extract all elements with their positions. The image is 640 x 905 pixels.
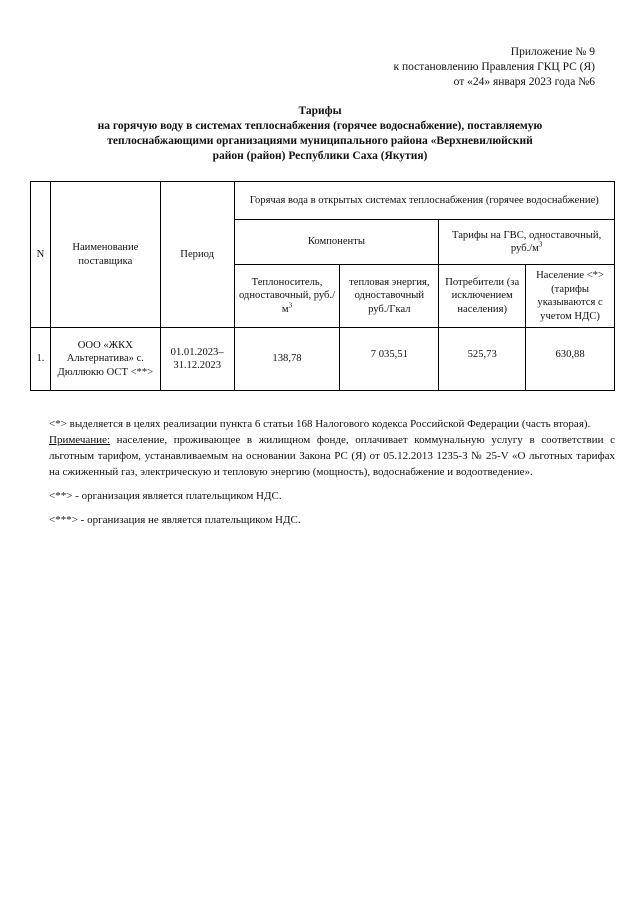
row-number: 1. bbox=[31, 328, 51, 391]
title-heading: Тарифы bbox=[298, 105, 342, 117]
header-period: Период bbox=[160, 182, 234, 328]
unit-superscript: 3 bbox=[288, 301, 293, 310]
footnote-remark bbox=[49, 432, 615, 480]
header-gvs-label: Тарифы на ГВС, одноставочный, руб./м bbox=[452, 229, 602, 254]
appendix-number: Приложение № 9 bbox=[510, 46, 595, 58]
row-consumers-tariff: 525,73 bbox=[439, 328, 526, 391]
approval-reference bbox=[394, 45, 596, 90]
document-title bbox=[40, 104, 600, 164]
tariff-table bbox=[30, 181, 615, 391]
header-coolant-label: Теплоноситель, одноставочный, руб./м bbox=[238, 276, 336, 315]
title-line-3: теплоснабжающими организациями муниципального района «Верхневилюйский bbox=[107, 135, 533, 147]
resolution-reference: к постановлению Правления ГКЦ РС (Я) bbox=[393, 61, 595, 73]
title-line-2: на горячую воду в системах теплоснабжения (горячее водоснабжение), поставляемую bbox=[97, 120, 543, 132]
row-period: 01.01.2023– 31.12.2023 bbox=[160, 328, 234, 391]
header-gvs-tariffs bbox=[439, 220, 615, 265]
row-energy-tariff: 7 035,51 bbox=[340, 328, 439, 391]
unit-superscript: 3 bbox=[538, 240, 543, 249]
row-population-tariff: 630,88 bbox=[526, 328, 615, 391]
row-supplier: ООО «ЖКХ Альтернатива» с. Дюллюкю ОСТ <**> bbox=[50, 328, 160, 391]
header-consumers: Потребители (за исключением населения) bbox=[439, 265, 526, 328]
footnotes bbox=[49, 416, 615, 528]
header-population: Население <*> (тарифы указываются с учетом НДС) bbox=[526, 265, 615, 328]
header-n: N bbox=[31, 182, 51, 328]
header-supplier: Наименование поставщика bbox=[50, 182, 160, 328]
header-hot-water-group: Горячая вода в открытых системах теплоснабжения (горячее водоснабжение) bbox=[234, 182, 614, 220]
resolution-date: от «24» января 2023 года №6 bbox=[453, 76, 595, 88]
header-coolant bbox=[234, 265, 340, 328]
footnote-non-vat-payer: <***> - организация не является плательщиком НДС. bbox=[49, 514, 301, 526]
remark-text: население, проживающее в жилищном фонде, оплачивает коммунальную услугу в соответствии с льготным тарифом, устанавливаемым на основании Закона РС (Я) от 05.12.2013 1235-З № 25-V «О льготных тарифах на сжиженный газ, электрическую и тепловую энергию (мощность), водоснабжение и водоотведение». bbox=[49, 434, 615, 478]
header-components: Компоненты bbox=[234, 220, 439, 265]
footnote-vat: <*> выделяется в целях реализации пункта 6 статьи 168 Налогового кодекса Российской Федерации (часть вторая). bbox=[49, 418, 591, 430]
remark-label: Примечание: bbox=[49, 434, 111, 446]
table-row bbox=[31, 328, 615, 391]
header-heat-energy: тепловая энергия, одноставочный руб./Гкал bbox=[340, 265, 439, 328]
row-coolant-tariff: 138,78 bbox=[234, 328, 340, 391]
title-line-4: район (район) Республики Саха (Якутия) bbox=[212, 150, 428, 162]
footnote-vat-payer: <**> - организация является плательщиком НДС. bbox=[49, 490, 282, 502]
